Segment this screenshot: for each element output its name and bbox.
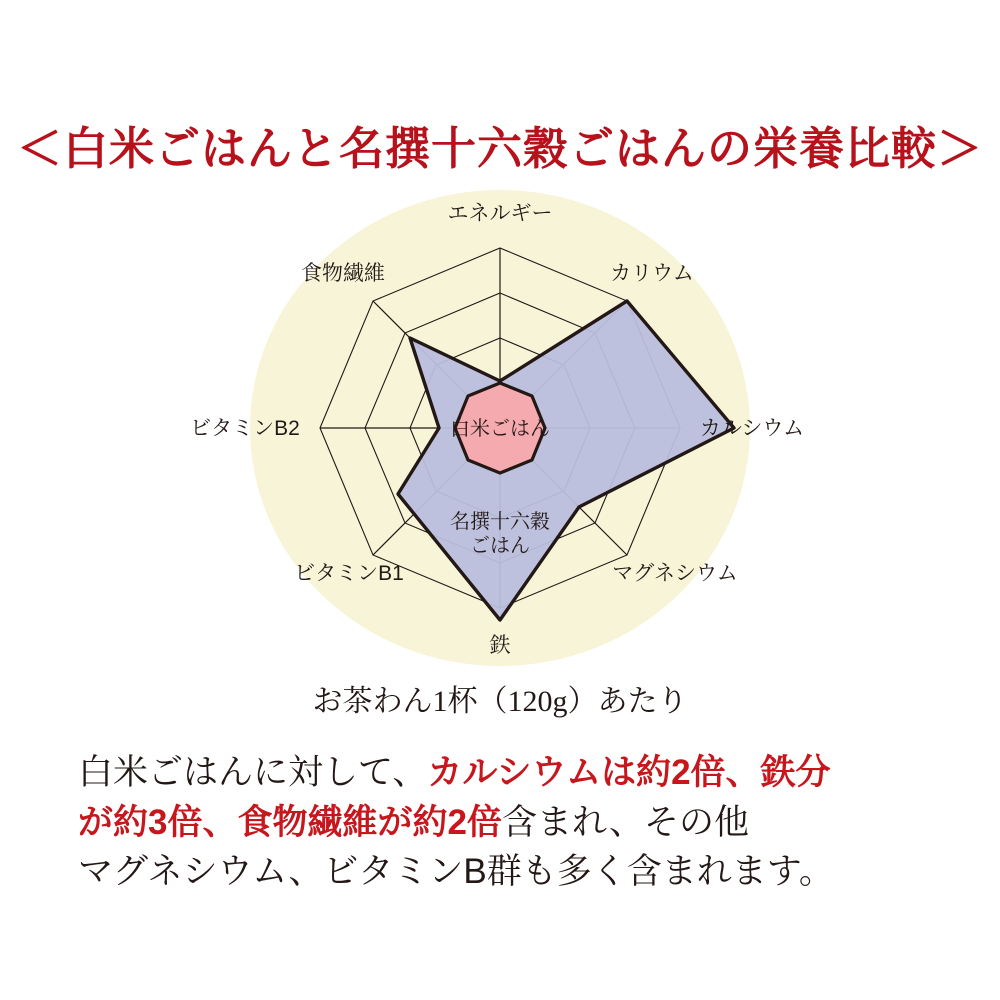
summary-emphasis2: が約3倍、食物繊維が約2倍: [78, 802, 502, 842]
series-label-blend-line1: 名撰十六穀: [450, 511, 550, 533]
summary-part3: マグネシウム、ビタミンB群も多く含まれます。: [78, 852, 834, 892]
summary-text: [78, 748, 948, 897]
axis-label-vitamin-b1: ビタミンB1: [294, 562, 404, 585]
summary-part1: 白米ごはんに対して、: [78, 753, 428, 792]
radar-chart: [140, 180, 860, 680]
axis-label-iron: 鉄: [489, 634, 511, 657]
axis-label-energy: エネルギー: [447, 202, 553, 225]
axis-label-potassium: カリウム: [610, 262, 694, 285]
chart-caption: お茶わん1杯（120g）あたり: [312, 685, 688, 718]
series-label-blend-line2: ごはん: [470, 535, 530, 557]
page-title: ＜白米ごはんと名撰十六穀ごはんの栄養比較＞: [16, 124, 983, 174]
summary-emphasis1: カルシウムは約2倍、鉄分: [427, 753, 831, 792]
series-label-white-rice: 白米ごはん: [450, 418, 550, 440]
axis-label-vitamin-b2: ビタミンB2: [190, 417, 300, 440]
axis-label-calcium: カルシウム: [699, 417, 805, 440]
summary-part2: 含まれ、その他: [501, 802, 750, 842]
axis-label-dietary-fiber: 食物繊維: [301, 262, 385, 285]
axis-label-magnesium: マグネシウム: [612, 562, 738, 585]
